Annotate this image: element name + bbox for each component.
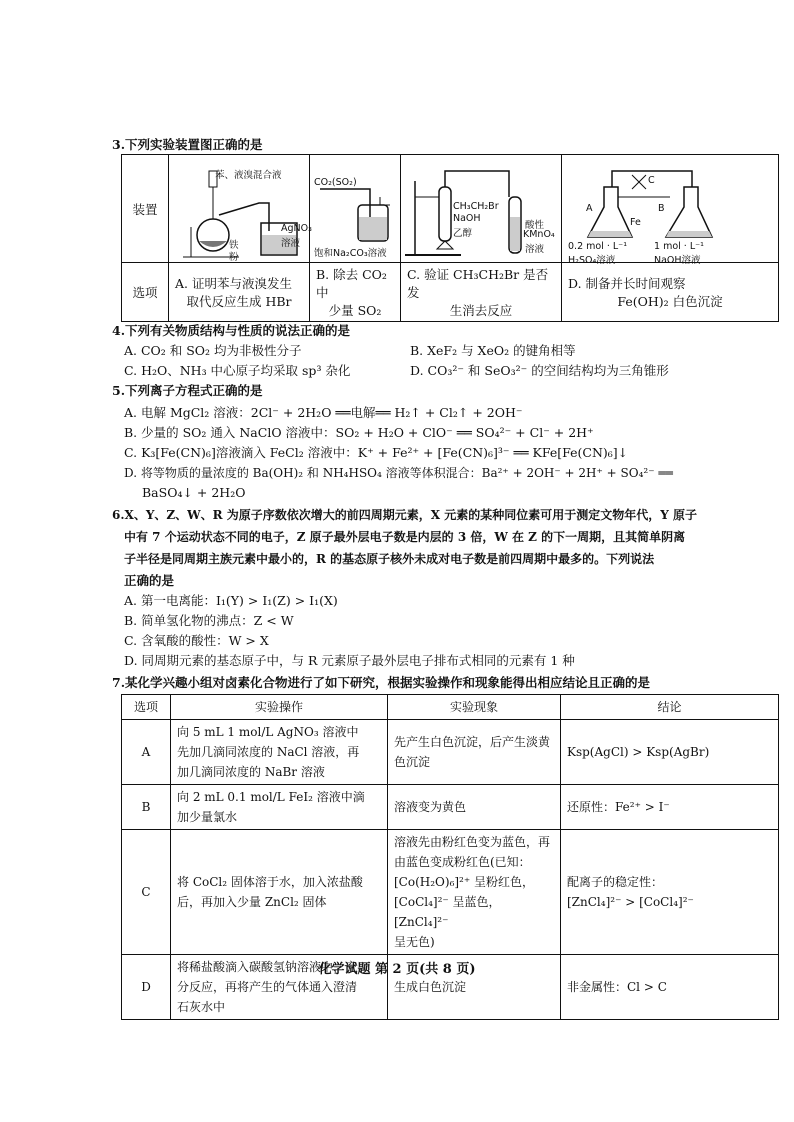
q5-option-a: A. 电解 MgCl₂ 溶液：2Cl⁻ + 2H₂O ══电解══ H₂↑ + Cl₂↑ + 2OH⁻ [124,405,523,420]
q7-header-conclusion: 结论 [561,695,779,720]
apparatus-b [310,155,401,263]
q6-option-b: B. 简单氢化物的沸点：Z < W [124,613,294,628]
q5-option-d-line2: BaSO₄↓ + 2H₂O [142,485,246,500]
q6-option-c: C. 含氧酸的酸性：W > X [124,633,269,648]
q3-option-c: C. 验证 CH₃CH₂Br 是否发 生消去反应 [401,263,562,322]
row-a-option: A [122,720,171,785]
q7-header-operation: 实验操作 [171,695,388,720]
table-row [122,830,779,955]
q3-option-d: D. 制备并长时间观察 Fe(OH)₂ 白色沉淀 [562,263,779,322]
fig-d-label-c: C [648,174,655,186]
row-c-operation: 将 CoCl₂ 固体溶于水，加入浓盐酸 后，再加入少量 ZnCl₂ 固体 [171,830,388,955]
fig-a-label-agno3-1: AgNO₃ [281,222,312,234]
q3-option-b: B. 除去 CO₂ 中 少量 SO₂ [310,263,401,322]
fig-c-label-k3: 溶液 [525,243,545,255]
apparatus-d [562,155,779,266]
q4-option-a: A. CO₂ 和 SO₂ 均为非极性分子 [124,343,302,358]
fig-d-label-acid2: H₂SO₄溶液 [568,254,616,266]
q4-option-d: D. CO₃²⁻ 和 SeO₃²⁻ 的空间结构均为三角锥形 [410,363,669,378]
q3-row2-header: 选项 [122,263,169,322]
row-b-operation: 向 2 mL 0.1 mol/L FeI₂ 溶液中滴 加少量氯水 [171,785,388,830]
fig-a-label-fe1: 铁 [229,239,239,251]
fig-d-label-acid1: 0.2 mol · L⁻¹ [568,240,628,252]
q3-table [121,154,779,322]
q7-stem: 7.某化学兴趣小组对卤素化合物进行了如下研究，根据实验操作和现象能得出相应结论且正确的是 [112,675,651,690]
q3-stem: 3.下列实验装置图正确的是 [112,137,263,152]
row-d-conclusion: 非金属性：Cl > C [561,955,779,1020]
row-c-phenomenon: 溶液先由粉红色变为蓝色，再 由蓝色变成粉红色(已知： [Co(H₂O)₆]²⁺ 呈粉红色， [CoCl₄]²⁻ 呈蓝色，[ZnCl₄]²⁻ 呈无色) [388,830,561,955]
fig-c-label-r1: CH₃CH₂Br [453,200,499,212]
fig-a-label-agno3-2: 溶液 [281,237,301,249]
apparatus-c [401,155,562,263]
page-footer: 化学试题 第 2 页(共 8 页) [318,962,476,977]
row-a-operation: 向 5 mL 1 mol/L AgNO₃ 溶液中 先加几滴同浓度的 NaCl 溶液，再 加几滴同浓度的 NaBr 溶液 [171,720,388,785]
q6-option-d: D. 同周期元素的基态原子中，与 R 元素原子最外层电子排布式相同的元素有 1 种 [124,653,575,668]
q4-stem: 4.下列有关物质结构与性质的说法正确的是 [112,323,351,338]
row-b-option: B [122,785,171,830]
fig-c-label-k2: KMnO₄ [523,228,555,240]
row-b-phenomenon: 溶液变为黄色 [388,785,561,830]
q4-option-c: C. H₂O、NH₃ 中心原子均采取 sp³ 杂化 [124,363,351,378]
fig-d-label-base2: NaOH溶液 [654,254,701,266]
row-d-phenomenon: 生成白色沉淀 [388,955,561,1020]
row-c-conclusion: 配离子的稳定性： [ZnCl₄]²⁻ > [CoCl₄]²⁻ [561,830,779,955]
fig-d-label-b: B [658,202,665,214]
q3-row1-header: 装置 [122,155,169,263]
row-c-option: C [122,830,171,955]
q5-option-b: B. 少量的 SO₂ 通入 NaClO 溶液中：SO₂ + H₂O + ClO⁻ ══ SO₄²⁻ + Cl⁻ + 2H⁺ [124,425,594,440]
q6-stem-4: 正确的是 [124,573,175,588]
fig-a-label-top: 苯、液溴混合液 [215,169,282,181]
q7-header-option: 选项 [122,695,171,720]
q6-option-a: A. 第一电离能：I₁(Y) > I₁(Z) > I₁(X) [124,593,338,608]
q5-option-d-line1: D. 将等物质的量浓度的 Ba(OH)₂ 和 NH₄HSO₄ 溶液等体积混合：Ba²⁺ + 2OH⁻ + 2H⁺ + SO₄²⁻ ══ [124,466,673,480]
row-a-conclusion: Ksp(AgCl) > Ksp(AgBr) [561,720,779,785]
fig-a-label-fe2: 粉 [229,251,239,263]
q3-option-a: A. 证明苯与液溴发生 取代反应生成 HBr [169,263,310,322]
fig-b-label-gas: CO₂(SO₂) [314,176,357,188]
row-a-phenomenon: 先产生白色沉淀，后产生淡黄 色沉淀 [388,720,561,785]
fig-d-label-base1: 1 mol · L⁻¹ [654,240,704,252]
fig-c-label-r2: NaOH [453,212,481,224]
row-b-conclusion: 还原性：Fe²⁺ > I⁻ [561,785,779,830]
q6-stem-2: 中有 7 个运动状态不同的电子，Z 原子最外层电子数是内层的 3 倍，W 在 Z 的下一周期，且其简单阴离 [124,530,686,544]
q4-option-b: B. XeF₂ 与 XeO₂ 的键角相等 [410,343,576,358]
q5-stem: 5.下列离子方程式正确的是 [112,383,263,398]
fig-d-label-fe: Fe [630,216,641,228]
q6-stem-1: 6.X、Y、Z、W、R 为原子序数依次增大的前四周期元素，X 元素的某种同位素可用于测定文物年代，Y 原子 [112,508,698,522]
q6-stem-3: 子半径是同周期主族元素中最小的，R 的基态原子核外未成对电子数是前四周期中最多的。下列说法 [124,552,655,566]
row-d-option: D [122,955,171,1020]
fig-d-label-a: A [586,202,593,214]
fig-b-label-sol: 饱和Na₂CO₃溶液 [314,247,387,259]
q5-option-c: C. K₃[Fe(CN)₆]溶液滴入 FeCl₂ 溶液中：K⁺ + Fe²⁺ + [Fe(CN)₆]³⁻ ══ KFe[Fe(CN)₆]↓ [124,445,629,460]
fig-c-label-r3: 乙醇 [453,227,473,239]
apparatus-a [169,155,310,263]
fig-c-label-k1: 酸性 [525,219,545,231]
table-row [122,720,779,785]
row-d-operation: 将稀盐酸滴入碳酸氢钠溶液中，充 分反应，再将产生的气体通入澄清 石灰水中 [171,955,388,1020]
q7-header-phenomenon: 实验现象 [388,695,561,720]
table-row [122,785,779,830]
